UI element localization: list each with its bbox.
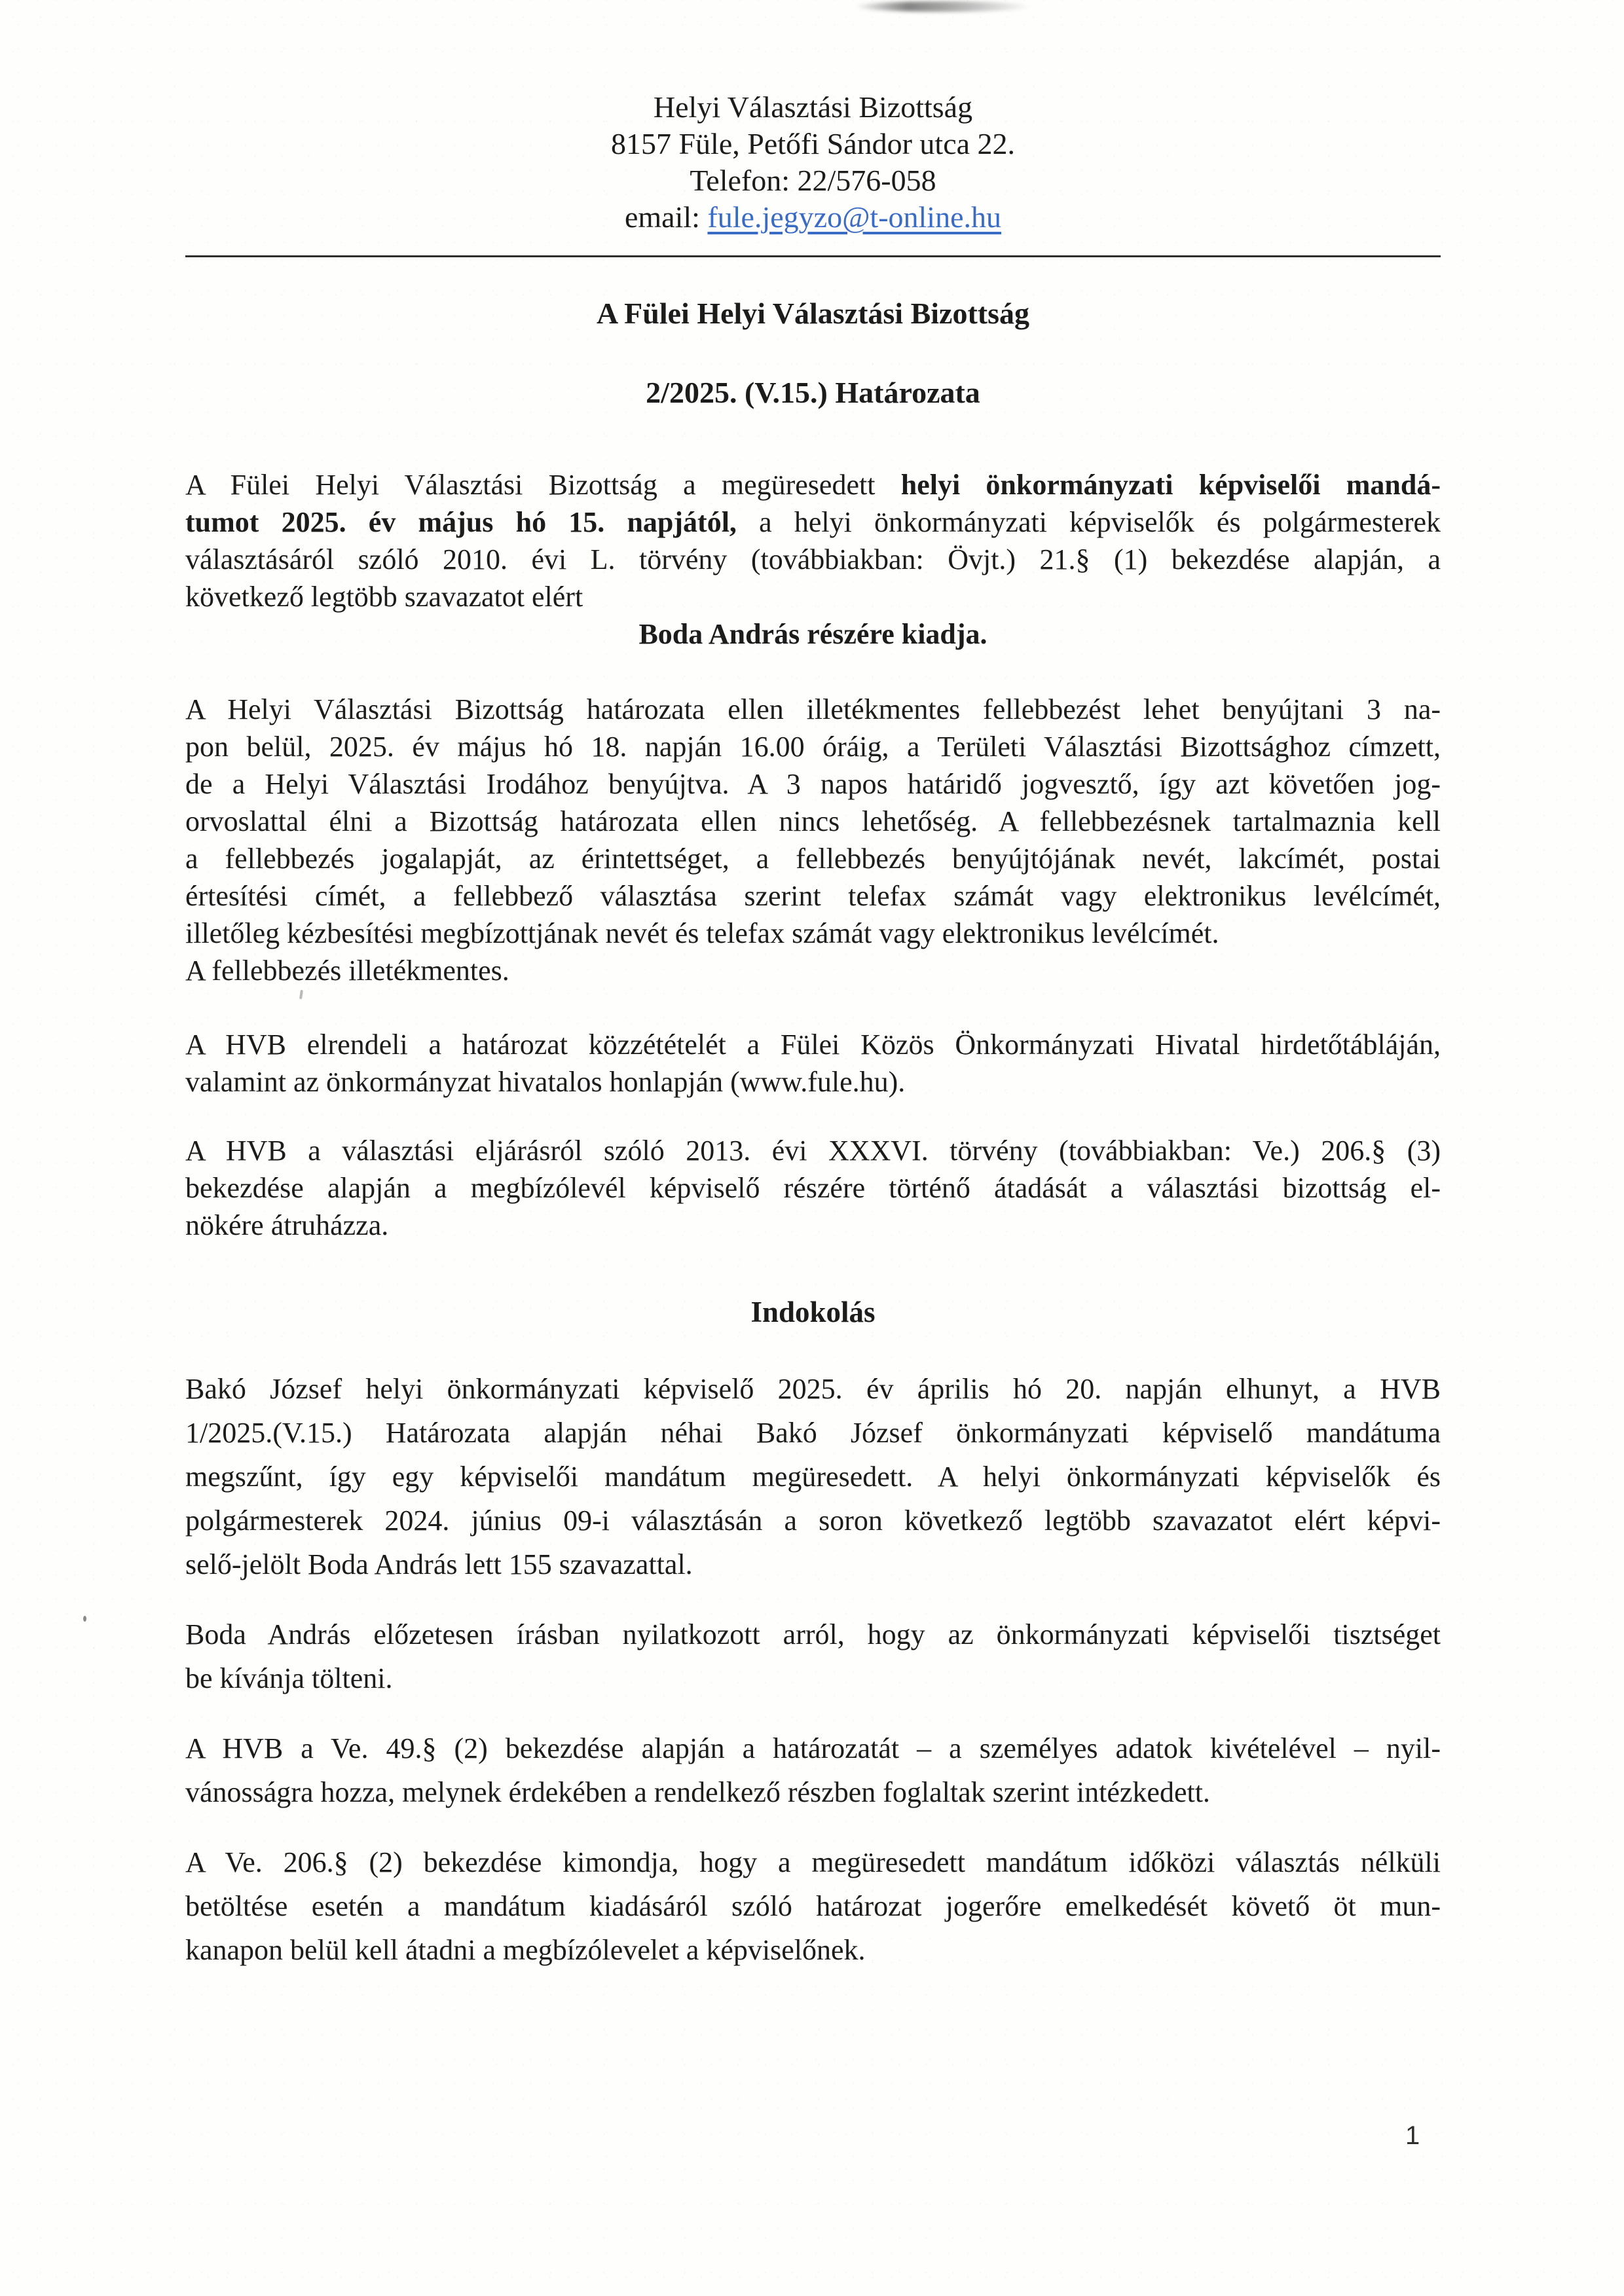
- text-line: pon belül, 2025. év május hó 18. napján 16.00 óráig, a Területi Választási Bizottsághoz címzett,: [185, 731, 1441, 763]
- text-line: betöltése esetén a mandátum kiadásáról szóló határozat jogerőre emelkedését követő öt mun-: [185, 1890, 1441, 1922]
- email-link[interactable]: fule.jegyzo@t-online.hu: [707, 200, 1002, 234]
- text-line: A HVB a Ve. 49.§ (2) bekezdése alapján a határozatát – a személyes adatok kivételével – nyil-: [185, 1732, 1441, 1764]
- paragraph-justification-1: [185, 1367, 1441, 1586]
- text-line: A HVB a választási eljárásról szóló 2013. évi XXXVI. törvény (továbbiakban: Ve.) 206.§ (3): [185, 1135, 1441, 1167]
- document-title: A Fülei Helyi Választási Bizottság: [596, 297, 1029, 330]
- text-line: 1/2025.(V.15.) Határozata alapján néhai Bakó József önkormányzati képviselő mandátuma: [185, 1417, 1441, 1449]
- text-run: a helyi önkormányzati képviselők és polgármesterek: [736, 506, 1441, 538]
- bold-text-run: helyi önkormányzati képviselői mandá-: [900, 469, 1441, 501]
- text-line: választásáról szóló 2010. évi L. törvény (továbbiakban: Övjt.) 21.§ (1) bekezdése alapján, a: [185, 543, 1441, 575]
- text-line: Bakó József helyi önkormányzati képviselő 2025. év április hó 20. napján elhunyt, a HVB: [185, 1373, 1441, 1405]
- text-line: de a Helyi Választási Irodához benyújtva. A 3 napos határidő jogvesztő, így azt követően jog-: [185, 768, 1441, 800]
- text-line: Boda András előzetesen írásban nyilatkozott arról, hogy az önkormányzati képviselői tisztséget: [185, 1618, 1441, 1650]
- text-line: értesítési címét, a fellebbező választása szerint telefax számát vagy elektronikus levélcímét,: [185, 880, 1441, 912]
- text-line: [185, 466, 1441, 503]
- text-line: bekezdése alapján a megbízólevél képviselő részére történő átadását a választási bizottság el-: [185, 1172, 1441, 1204]
- letterhead-phone: Telefon: 22/576-058: [690, 164, 936, 197]
- text-line: következő legtöbb szavazatot elért: [185, 581, 583, 613]
- email-label: email:: [624, 200, 708, 234]
- letterhead: [185, 0, 1441, 236]
- letterhead-org: Helyi Választási Bizottság: [653, 90, 973, 124]
- letterhead-address: 8157 Füle, Petőfi Sándor utca 22.: [610, 127, 1016, 160]
- letterhead-email-line: [185, 199, 1441, 236]
- header-divider: [185, 255, 1441, 257]
- page-number: 1: [1405, 2121, 1420, 2150]
- text-line: [185, 503, 1441, 541]
- text-line: megszűnt, így egy képviselői mandátum megüresedett. A helyi önkormányzati képviselők és: [185, 1461, 1441, 1493]
- text-line: A Ve. 206.§ (2) bekezdése kimondja, hogy a megüresedett mandátum időközi választás nélküli: [185, 1846, 1441, 1878]
- paragraph-justification-2: [185, 1613, 1441, 1700]
- decision-number-title: 2/2025. (V.15.) Határozata: [646, 376, 980, 409]
- text-line: A HVB elrendeli a határozat közzétételét a Fülei Közös Önkormányzati Hivatal hirdetőtábláján,: [185, 1029, 1441, 1061]
- beneficiary-name-line: Boda András részére kiadja.: [638, 618, 987, 650]
- paragraph-delegation: [185, 1132, 1441, 1244]
- text-line: A fellebbezés illetékmentes.: [185, 955, 509, 987]
- text-line: polgármesterek 2024. június 09-i választásán a soron következő legtöbb szavazatot elért képvi-: [185, 1504, 1441, 1537]
- text-line: kanapon belül kell átadni a megbízólevelet a képviselőnek.: [185, 1934, 866, 1966]
- paragraph-operative-part: [185, 466, 1441, 653]
- text-line: orvoslattal élni a Bizottság határozata ellen nincs lehetőség. A fellebbezésnek tartalmaznia kell: [185, 805, 1441, 837]
- text-line: vánosságra hozza, melynek érdekében a rendelkező részben foglaltak szerint intézkedett.: [185, 1776, 1210, 1808]
- bold-text-run: tumot 2025. év május hó 15. napjától,: [185, 506, 737, 538]
- text-line: valamint az önkormányzat hivatalos honlapján (www.fule.hu).: [185, 1066, 906, 1098]
- paragraph-publication: [185, 1026, 1441, 1101]
- text-line: nökére átruházza.: [185, 1209, 389, 1241]
- text-line: selő-jelölt Boda András lett 155 szavazattal.: [185, 1548, 693, 1580]
- text-line: be kívánja tölteni.: [185, 1662, 393, 1694]
- section-heading-indokolas: Indokolás: [750, 1296, 876, 1328]
- paragraph-appeal-info: [185, 691, 1441, 989]
- text-line: illetőleg kézbesítési megbízottjának nevét és telefax számát vagy elektronikus levélcímét.: [185, 917, 1219, 949]
- paragraph-justification-3: [185, 1726, 1441, 1814]
- scan-artifact-speck: [83, 1616, 86, 1622]
- paragraph-justification-4: [185, 1840, 1441, 1972]
- text-run: A Fülei Helyi Választási Bizottság a megüresedett: [185, 469, 901, 501]
- text-line: a fellebbezés jogalapját, az érintettséget, a fellebbezés benyújtójának nevét, lakcímét, postai: [185, 843, 1441, 875]
- text-line: A Helyi Választási Bizottság határozata ellen illetékmentes fellebbezést lehet benyújtani 3 na-: [185, 693, 1441, 725]
